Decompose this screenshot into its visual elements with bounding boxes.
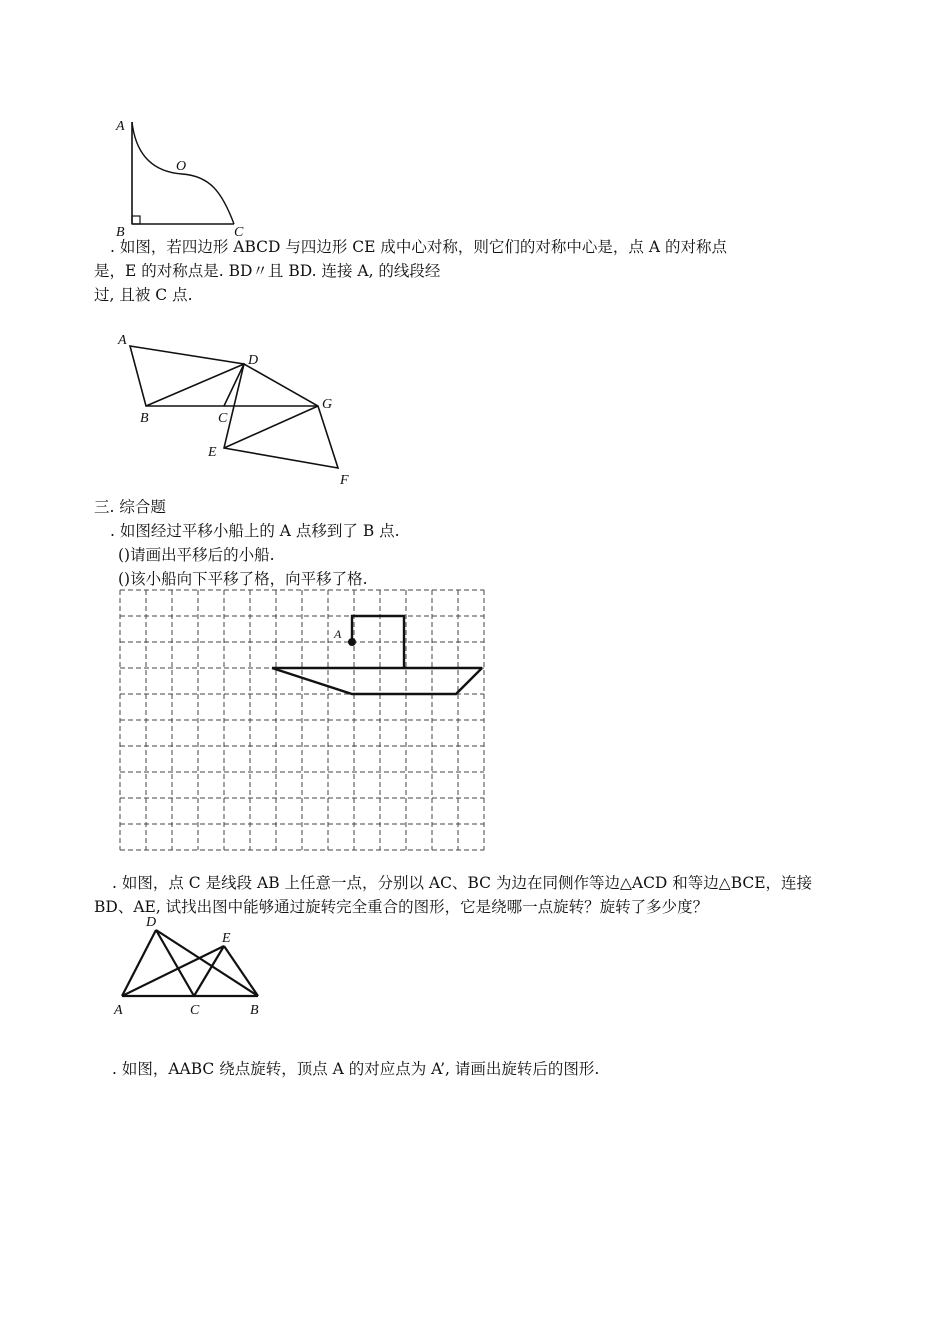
segment-eg — [224, 406, 318, 448]
question-boat-sub1: ()请画出平移后的小船. — [118, 546, 275, 564]
question-center-symmetry-line3: 过, 且被 C 点. — [94, 286, 193, 304]
right-angle-mark — [132, 216, 140, 224]
figure-equilateral-triangles — [110, 912, 280, 1022]
boat-hull — [272, 668, 482, 694]
question-rotation-line2: BD、AE, 试找出图中能够通过旋转完全重合的图形，它是绕哪一点旋转？旋转了多少度？ — [94, 898, 709, 916]
label-d: D — [146, 915, 157, 930]
segment-bd — [146, 364, 244, 406]
label-f: F — [340, 473, 349, 488]
label-b: B — [250, 1003, 259, 1018]
label-d: D — [248, 353, 259, 368]
question-center-symmetry-line1: . 如图，若四边形 ABCD 与四边形 CE 成中心对称，则它们的对称中心是，点 A 的对称点 — [110, 238, 727, 256]
point-a-label: A — [334, 627, 342, 641]
label-e: E — [222, 931, 231, 946]
question-boat-line1: . 如图经过平移小船上的 A 点移到了 B 点. — [110, 522, 400, 540]
label-a: A — [118, 333, 127, 348]
grid-boat-figure — [116, 588, 496, 850]
segment-eb — [224, 946, 258, 996]
question-abc-rotation: . 如图，AABC 绕点旋转，顶点 A 的对应点为 A’, 请画出旋转后的图形. — [112, 1060, 600, 1078]
label-a: A — [114, 1003, 123, 1018]
question-boat-sub2: ()该小船向下平移了格，向平移了格. — [118, 570, 368, 588]
question-center-symmetry-line2: 是，E 的对称点是. BD〃且 BD. 连接 A, 的线段经 — [94, 262, 441, 280]
question-rotation-line1: . 如图，点 C 是线段 AB 上任意一点，分别以 AC、BC 为边在同侧作等边△ACD 和等边△BCE，连接 — [112, 874, 813, 892]
label-g: G — [322, 397, 333, 412]
section-heading: 三. 综合题 — [94, 498, 166, 516]
segment-db — [156, 930, 258, 996]
label-c: C — [234, 225, 244, 240]
figure-quadrilaterals — [110, 328, 370, 488]
quadrilateral-cefg — [224, 364, 338, 468]
quadrilateral-abcd — [130, 346, 244, 406]
point-a-marker — [348, 638, 356, 646]
label-c: C — [218, 411, 228, 426]
figure-curve-abc — [110, 112, 250, 242]
label-e: E — [208, 445, 217, 460]
label-b: B — [140, 411, 149, 426]
dashed-grid — [120, 590, 484, 850]
segment-ad — [122, 930, 156, 996]
label-a: A — [116, 119, 125, 134]
label-b: B — [116, 225, 125, 240]
label-c: C — [190, 1003, 200, 1018]
label-o: O — [176, 159, 187, 174]
